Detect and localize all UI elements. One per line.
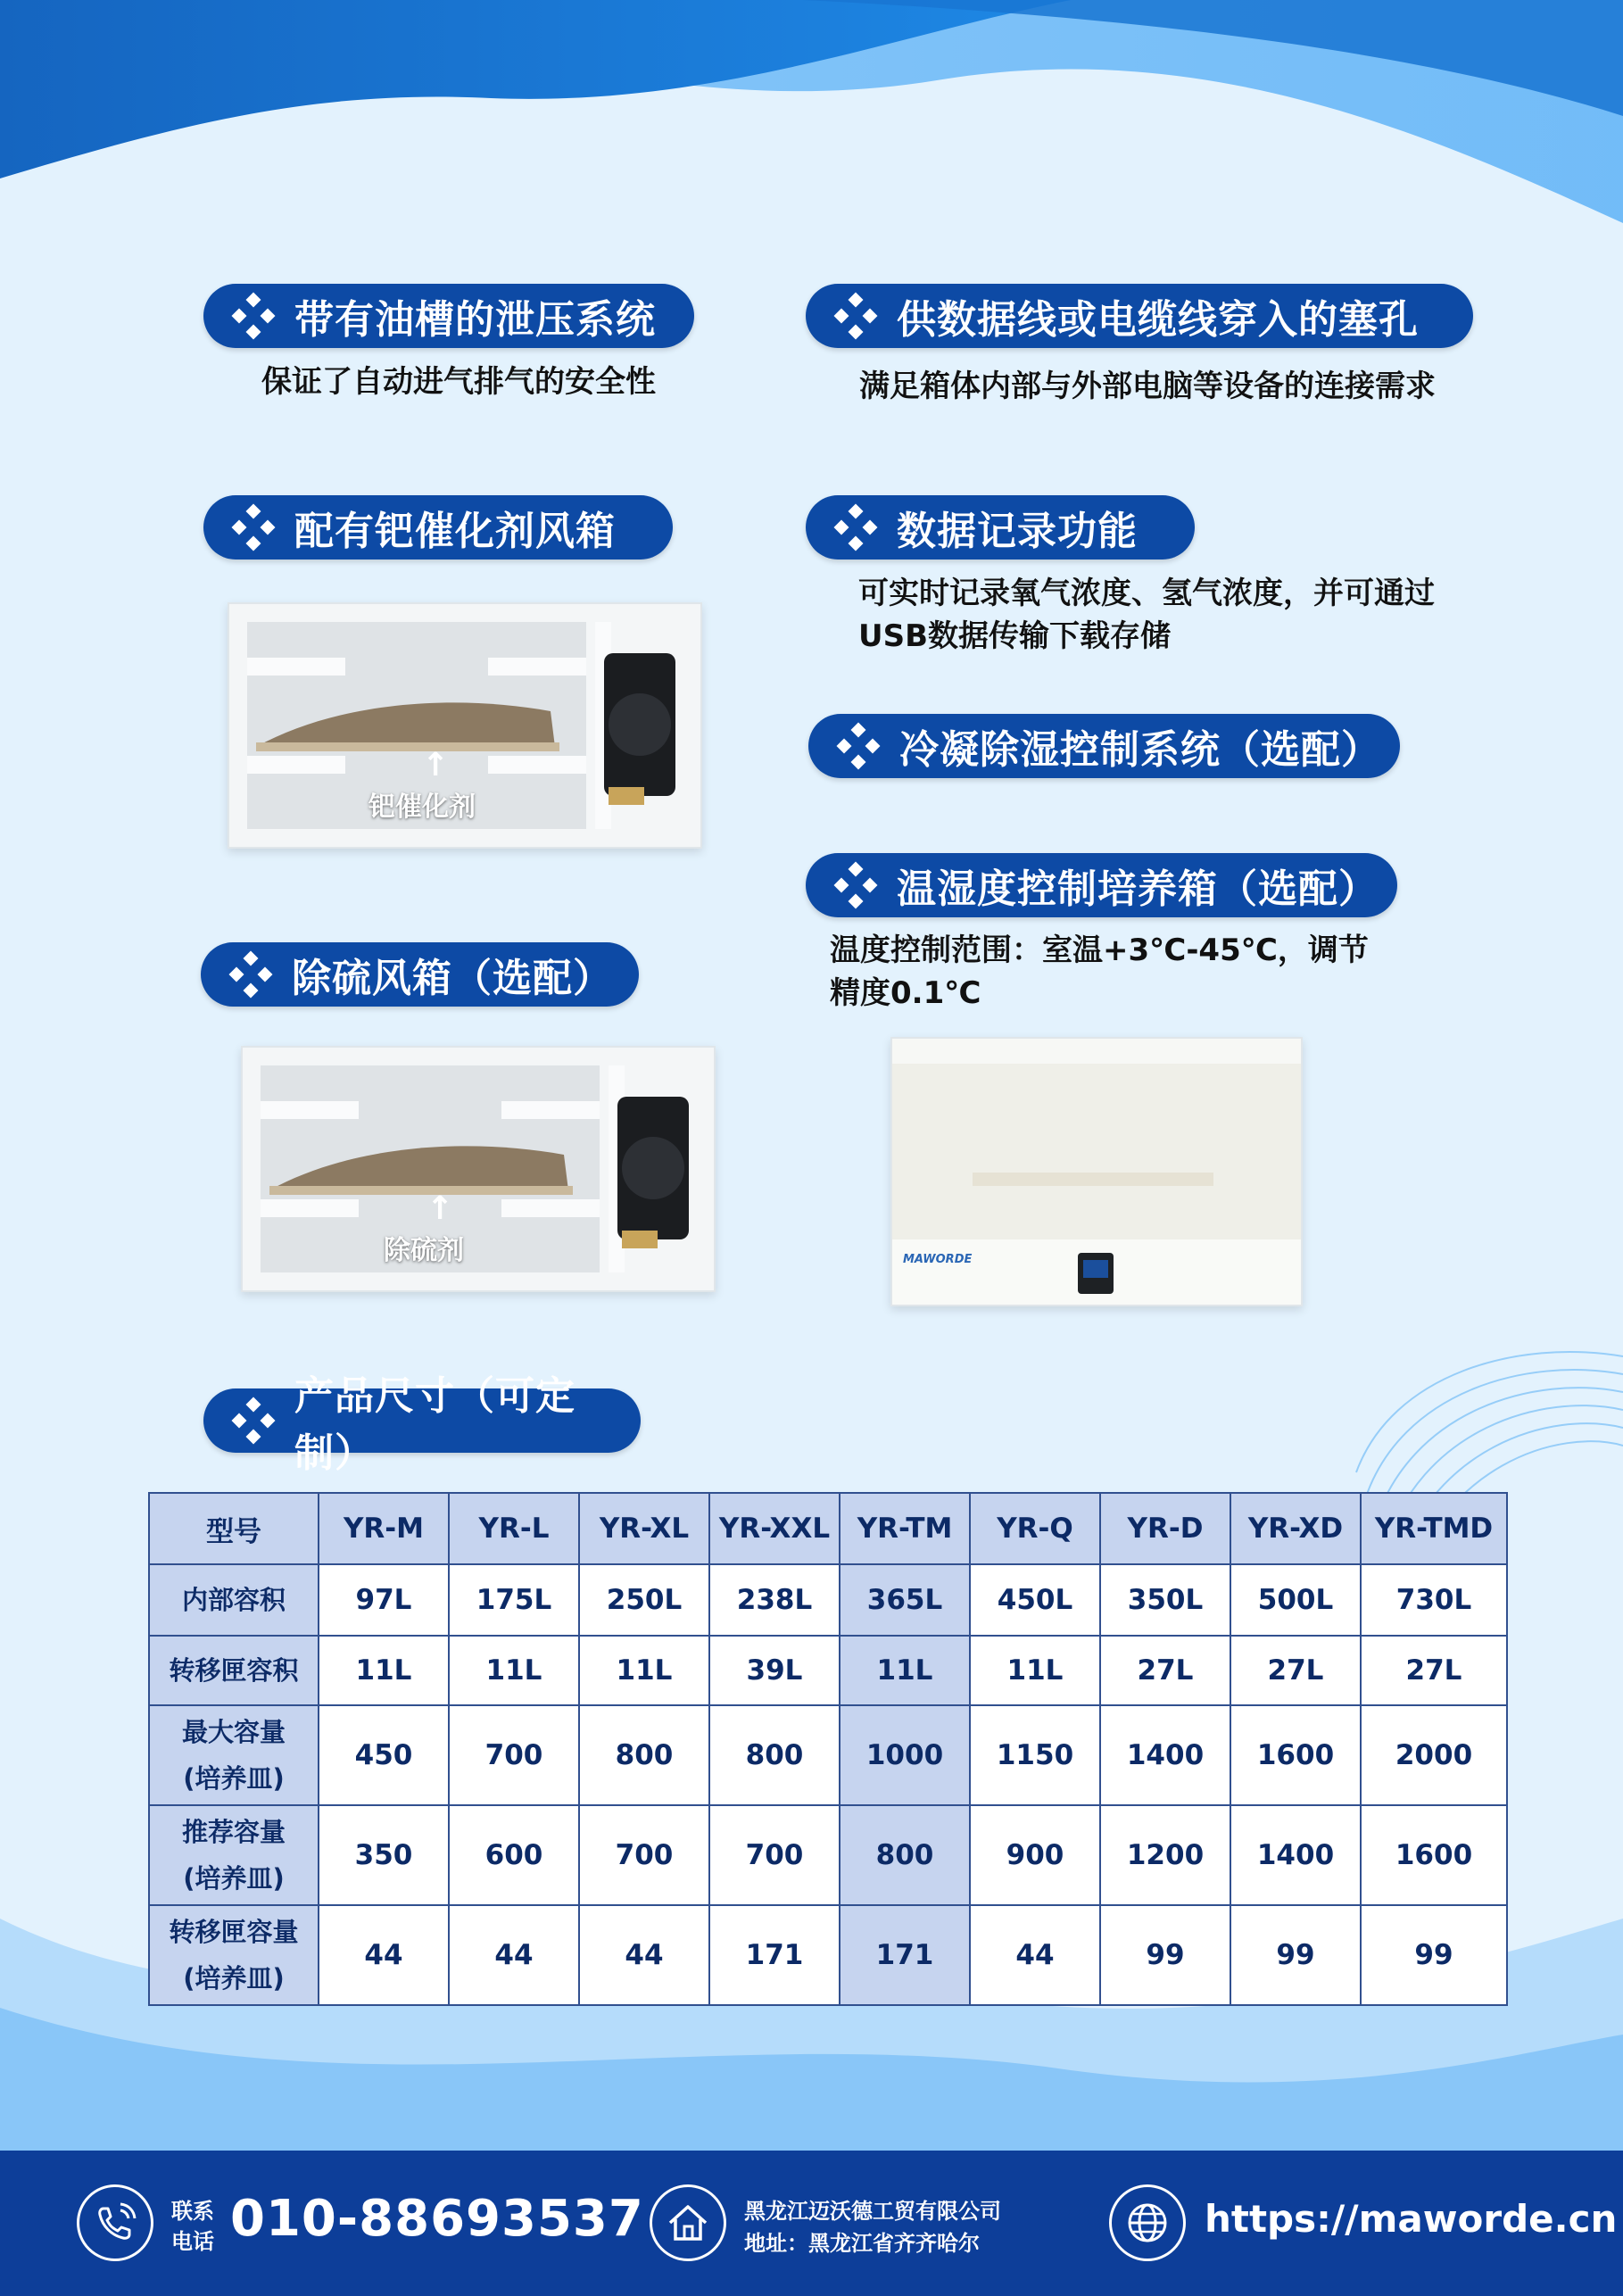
feature-title-text: 冷凝除湿控制系统（选配） bbox=[899, 727, 1381, 773]
feature-title-text: 供数据线或电缆线穿入的塞孔 bbox=[897, 297, 1419, 343]
table-cell: 800 bbox=[840, 1805, 970, 1905]
feature-cable-hole-title bbox=[806, 284, 1473, 348]
footer-bar bbox=[0, 2151, 1623, 2296]
row-label-line1: 最大容量 bbox=[181, 1717, 286, 1747]
feature-data-record-desc-2: USB数据传输下载存储 bbox=[858, 618, 1172, 654]
header-cell: YR-TM bbox=[840, 1493, 970, 1564]
spec-table bbox=[148, 1492, 1508, 2006]
table-cell: 175L bbox=[449, 1564, 579, 1636]
feature-cable-hole-desc: 满足箱体内部与外部电脑等设备的连接需求 bbox=[859, 369, 1436, 404]
table-header-row bbox=[149, 1493, 1507, 1564]
phone-icon bbox=[77, 2184, 153, 2261]
feature-title-text: 除硫风箱（选配） bbox=[292, 956, 613, 1001]
feature-title-text: 温湿度控制培养箱（选配） bbox=[897, 866, 1379, 912]
header-cell: YR-TMD bbox=[1361, 1493, 1507, 1564]
table-cell: 500L bbox=[1230, 1564, 1361, 1636]
feature-condense-title bbox=[808, 714, 1400, 778]
row-label: 内部容积 bbox=[149, 1564, 319, 1636]
diamond-cluster-icon bbox=[228, 502, 278, 552]
phone-label-2: 电话 bbox=[171, 2229, 214, 2254]
row-label-line1: 转移匣容量 bbox=[169, 1917, 299, 1947]
table-cell: 44 bbox=[319, 1905, 449, 2005]
row-label-line2: (培养皿) bbox=[183, 1863, 285, 1894]
feature-title-text: 配有钯催化剂风箱 bbox=[294, 509, 616, 554]
feature-incubator-desc-2: 精度0.1℃ bbox=[830, 975, 981, 1011]
row-label bbox=[149, 1705, 319, 1805]
company-name: 黑龙江迈沃德工贸有限公司 bbox=[744, 2199, 1001, 2224]
table-cell: 700 bbox=[449, 1705, 579, 1805]
desulfur-label: 除硫剂 bbox=[384, 1235, 464, 1266]
table-cell: 700 bbox=[709, 1805, 840, 1905]
header-cell: YR-XL bbox=[579, 1493, 709, 1564]
header-cell: YR-M bbox=[319, 1493, 449, 1564]
table-cell: 2000 bbox=[1361, 1705, 1507, 1805]
feature-oil-tank-title bbox=[203, 284, 694, 348]
table-cell: 800 bbox=[579, 1705, 709, 1805]
table-cell: 900 bbox=[970, 1805, 1100, 1905]
table-cell: 97L bbox=[319, 1564, 449, 1636]
table-cell: 99 bbox=[1100, 1905, 1230, 2005]
table-cell: 99 bbox=[1361, 1905, 1507, 2005]
table-cell: 350L bbox=[1100, 1564, 1230, 1636]
row-label: 转移匣容积 bbox=[149, 1636, 319, 1705]
table-row bbox=[149, 1705, 1507, 1805]
table-cell: 27L bbox=[1100, 1636, 1230, 1705]
desulfur-box-photo bbox=[241, 1046, 716, 1292]
feature-incubator-desc-1: 温度控制范围：室温+3℃-45℃，调节 bbox=[830, 932, 1369, 968]
table-cell: 11L bbox=[319, 1636, 449, 1705]
table-cell: 44 bbox=[579, 1905, 709, 2005]
catalyst-box-photo bbox=[228, 602, 702, 849]
phone-label-1: 联系 bbox=[171, 2199, 214, 2224]
globe-icon bbox=[1109, 2184, 1186, 2261]
feature-desulfur-box-title bbox=[201, 942, 639, 1007]
table-cell: 11L bbox=[579, 1636, 709, 1705]
diamond-cluster-icon bbox=[831, 502, 881, 552]
table-cell: 1000 bbox=[840, 1705, 970, 1805]
table-row bbox=[149, 1905, 1507, 2005]
header-cell: 型号 bbox=[149, 1493, 319, 1564]
diamond-cluster-icon bbox=[831, 291, 881, 341]
diamond-cluster-icon bbox=[228, 291, 278, 341]
table-cell: 1400 bbox=[1230, 1805, 1361, 1905]
feature-oil-tank-desc: 保证了自动进气排气的安全性 bbox=[261, 364, 656, 400]
table-cell: 800 bbox=[709, 1705, 840, 1805]
feature-title-text: 带有油槽的泄压系统 bbox=[294, 297, 656, 343]
table-cell: 238L bbox=[709, 1564, 840, 1636]
fan-box-illustration bbox=[243, 1048, 714, 1290]
table-cell: 39L bbox=[709, 1636, 840, 1705]
size-title-text: 产品尺寸（可定制） bbox=[294, 1373, 576, 1476]
home-icon bbox=[650, 2184, 726, 2261]
table-cell: 350 bbox=[319, 1805, 449, 1905]
header-cell: YR-XXL bbox=[709, 1493, 840, 1564]
table-cell: 171 bbox=[709, 1905, 840, 2005]
table-cell: 700 bbox=[579, 1805, 709, 1905]
header-cell: YR-D bbox=[1100, 1493, 1230, 1564]
table-cell: 171 bbox=[840, 1905, 970, 2005]
table-cell: 44 bbox=[970, 1905, 1100, 2005]
feature-data-record-desc-1: 可实时记录氧气浓度、氢气浓度，并可通过 bbox=[858, 576, 1435, 611]
table-cell: 11L bbox=[449, 1636, 579, 1705]
catalyst-label: 钯催化剂 bbox=[368, 792, 476, 823]
table-cell: 365L bbox=[840, 1564, 970, 1636]
table-cell: 99 bbox=[1230, 1905, 1361, 2005]
table-row bbox=[149, 1564, 1507, 1636]
table-cell: 1200 bbox=[1100, 1805, 1230, 1905]
header-cell: YR-L bbox=[449, 1493, 579, 1564]
table-cell: 1150 bbox=[970, 1705, 1100, 1805]
maworde-logo: MAWORDE bbox=[903, 1253, 973, 1266]
feature-catalyst-box-title bbox=[203, 495, 673, 559]
table-cell: 450L bbox=[970, 1564, 1100, 1636]
diamond-cluster-icon bbox=[226, 949, 276, 999]
table-cell: 730L bbox=[1361, 1564, 1507, 1636]
phone-number[interactable]: 010-88693537 bbox=[230, 2190, 644, 2248]
up-arrow-icon: ↑ bbox=[422, 747, 450, 783]
diamond-cluster-icon bbox=[228, 1396, 278, 1446]
up-arrow-icon: ↑ bbox=[426, 1190, 454, 1227]
table-cell: 44 bbox=[449, 1905, 579, 2005]
row-label-line2: (培养皿) bbox=[183, 1963, 285, 1993]
table-cell: 1600 bbox=[1230, 1705, 1361, 1805]
diamond-cluster-icon bbox=[833, 721, 883, 771]
table-row bbox=[149, 1805, 1507, 1905]
table-cell: 1400 bbox=[1100, 1705, 1230, 1805]
website-link[interactable]: https://maworde.cn bbox=[1205, 2197, 1618, 2241]
row-label bbox=[149, 1905, 319, 2005]
feature-title-text: 数据记录功能 bbox=[897, 509, 1138, 554]
row-label bbox=[149, 1805, 319, 1905]
diamond-cluster-icon bbox=[831, 860, 881, 910]
table-cell: 11L bbox=[840, 1636, 970, 1705]
incubator-photo bbox=[890, 1037, 1303, 1306]
feature-data-record-title bbox=[806, 495, 1195, 559]
table-cell: 250L bbox=[579, 1564, 709, 1636]
header-cell: YR-XD bbox=[1230, 1493, 1361, 1564]
header-cell: YR-Q bbox=[970, 1493, 1100, 1564]
row-label-line2: (培养皿) bbox=[183, 1763, 285, 1794]
table-cell: 27L bbox=[1230, 1636, 1361, 1705]
size-section-title bbox=[203, 1373, 641, 1476]
table-cell: 600 bbox=[449, 1805, 579, 1905]
table-cell: 1600 bbox=[1361, 1805, 1507, 1905]
company-address: 地址：黑龙江省齐齐哈尔 bbox=[744, 2231, 980, 2256]
row-label-line1: 推荐容量 bbox=[181, 1817, 286, 1847]
feature-incubator-title bbox=[806, 853, 1397, 917]
table-cell: 27L bbox=[1361, 1636, 1507, 1705]
table-row bbox=[149, 1636, 1507, 1705]
table-cell: 11L bbox=[970, 1636, 1100, 1705]
table-cell: 450 bbox=[319, 1705, 449, 1805]
